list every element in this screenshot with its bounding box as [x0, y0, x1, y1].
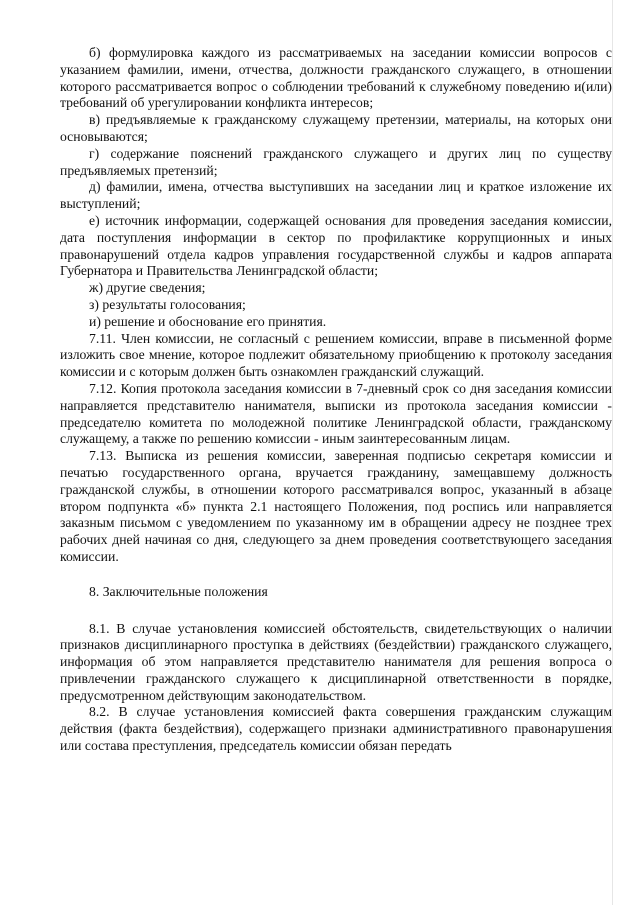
paragraph-subitem-e: е) источник информации, содержащей основания для проведения заседания комиссии, дата поступления информации в сектор по профилактике коррупционных и иных правонарушений отдела кадров управления государственной службы и кадров аппарата Губернатора и Правительства Ленинградской области;	[60, 212, 612, 279]
paragraph-subitem-g: г) содержание пояснений гражданского служащего и других лиц по существу предъявляемых претензий;	[60, 145, 612, 178]
paragraph-8-1: 8.1. В случае установления комиссией обстоятельств, свидетельствующих о наличии признаков дисциплинарного проступка в действиях (бездействии) гражданского служащего, информация об этом направляется представителю нанимателя для решения вопроса о привлечении гражданского служащего к дисциплинарной ответственности в порядке, предусмотренном действующим законодательством.	[60, 620, 612, 703]
paragraph-subitem-d: д) фамилии, имена, отчества выступивших на заседании лиц и краткое изложение их выступлений;	[60, 179, 612, 212]
paragraph-7-11: 7.11. Член комиссии, не согласный с решением комиссии, вправе в письменной форме изложить свое мнение, которое подлежит обязательному приобщению к протоколу заседания комиссии и с которым должен быть ознакомлен гражданский служащий.	[60, 330, 612, 380]
paragraph-subitem-i: и) решение и обоснование его принятия.	[89, 313, 327, 329]
page-edge	[612, 0, 640, 905]
paragraph-7-13: 7.13. Выписка из решения комиссии, заверенная подписью секретаря комиссии и печатью государственного органа, вручается гражданину, замещавшему должность гражданской службы, в отношении которого рассматривался вопрос, указанный в абзаце втором подпункта «б» пункта 2.1 настоящего Положения, под роспись или направляется заказным письмом с уведомлением по указанному им в обращении адресу не позднее трех рабочих дней начиная со дня, следующего за днем проведения соответствующего заседания комиссии.	[60, 448, 612, 564]
paragraph-subitem-z: з) результаты голосования;	[89, 296, 246, 312]
paragraph-subitem-zh: ж) другие сведения;	[89, 280, 206, 296]
document-body	[60, 45, 612, 755]
paragraph-7-12: 7.12. Копия протокола заседания комиссии в 7-дневный срок со дня заседания комиссии направляется представителю нанимателя, выписки из протокола заседания комиссии - председателю комитета по молодежной политике Ленинградской области, гражданскому служащему, а также по решению комиссии - иным заинтересованным лицам.	[60, 380, 612, 447]
section-heading: 8. Заключительные положения	[89, 583, 268, 599]
paragraph-8-2: 8.2. В случае установления комиссией факта совершения гражданским служащим действия (факта бездействия), содержащего признаки административного правонарушения или состава преступления, председатель комиссии обязан передать	[60, 704, 612, 754]
paragraph-subitem-v: в) предъявляемые к гражданскому служащему претензии, материалы, на которых они основываются;	[60, 112, 612, 144]
paragraph-subitem-b: б) формулировка каждого из рассматриваемых на заседании комиссии вопросов с указанием фамилии, имени, отчества, должности гражданского служащего, в отношении которого рассматривается вопрос о соблюдении требований к служебному поведению и(или) требований об урегулировании конфликта интересов;	[60, 45, 612, 111]
